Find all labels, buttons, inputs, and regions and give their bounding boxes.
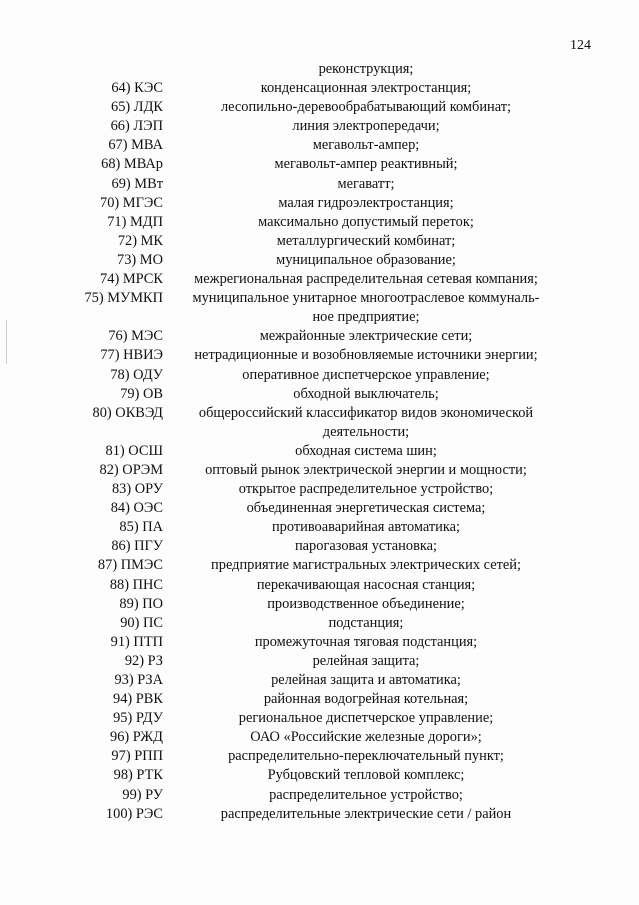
abbreviation: 64) КЭС <box>111 80 163 97</box>
list-item <box>0 213 639 232</box>
abbreviation: 70) МГЭС <box>100 194 163 211</box>
list-item <box>0 786 639 805</box>
list-item <box>0 614 639 633</box>
definition: обходной выключатель; <box>293 385 439 402</box>
list-item <box>0 766 639 785</box>
list-item <box>0 747 639 766</box>
definition: оптовый рынок электрической энергии и мощности; <box>205 461 527 478</box>
continuation-row <box>0 60 639 79</box>
abbreviation: 96) РЖД <box>110 729 163 746</box>
definition: объединенная энергетическая система; <box>246 500 486 517</box>
definition: оперативное диспетчерское управление; <box>242 366 490 383</box>
abbreviation: 82) ОРЭМ <box>99 461 163 478</box>
definition: лесопильно-деревообрабатывающий комбинат; <box>220 99 512 116</box>
list-item <box>0 709 639 728</box>
definition: перекачивающая насосная станция; <box>256 576 476 593</box>
list-item <box>0 251 639 270</box>
list-item <box>0 805 639 824</box>
list-item <box>0 442 639 461</box>
abbreviation: 65) ЛДК <box>111 99 163 116</box>
definition: противоаварийная автоматика; <box>271 519 461 536</box>
definition: открытое распределительное устройство; <box>238 481 494 498</box>
abbreviation-list <box>0 60 639 824</box>
abbreviation: 78) ОДУ <box>110 366 163 383</box>
list-item <box>0 232 639 251</box>
definition: релейная защита; <box>312 652 420 669</box>
list-item <box>0 270 639 289</box>
definition: мегавольт-ампер реактивный; <box>274 156 458 173</box>
definition: конденсационная электростанция; <box>260 80 472 97</box>
list-item <box>0 556 639 575</box>
list-item <box>0 136 639 155</box>
definition: межрайонные электрические сети; <box>259 328 473 345</box>
abbreviation: 80) ОКВЭД <box>92 404 163 421</box>
list-item <box>0 194 639 213</box>
list-item <box>0 671 639 690</box>
definition: максимально допустимый переток; <box>258 213 474 230</box>
abbreviation: 93) РЗА <box>114 672 163 688</box>
abbreviation: 90) ПС <box>120 614 163 631</box>
abbreviation: 94) РВК <box>113 691 163 708</box>
abbreviation: 74) МРСК <box>100 271 163 288</box>
list-item <box>0 79 639 98</box>
list-item <box>0 595 639 614</box>
definition: муниципальное унитарное многоотраслевое коммуналь-ное предприятие; <box>192 290 540 326</box>
abbreviation: 81) ОСШ <box>105 442 163 459</box>
abbreviation: 73) МО <box>117 251 163 268</box>
abbreviation: 97) РПП <box>111 748 163 765</box>
abbreviation: 76) МЭС <box>108 328 163 345</box>
list-item <box>0 346 639 365</box>
abbreviation: 91) ПТП <box>110 633 163 650</box>
abbreviation: 92) РЗ <box>124 652 163 669</box>
list-item <box>0 480 639 499</box>
definition: производственное объединение; <box>267 595 465 612</box>
definition: линия электропередачи; <box>292 118 440 135</box>
definition: распределительно-переключательный пункт; <box>228 748 504 765</box>
definition: обходная система шин; <box>295 442 437 459</box>
abbreviation: 89) ПО <box>119 595 163 612</box>
list-item <box>0 366 639 385</box>
definition: металлургический комбинат; <box>276 232 456 249</box>
list-item <box>0 327 639 346</box>
list-item <box>0 155 639 174</box>
abbreviation: 98) РТК <box>113 767 163 784</box>
list-item <box>0 652 639 671</box>
abbreviation: 69) МВт <box>111 175 163 192</box>
page-number: 124 <box>570 38 591 53</box>
definition: муниципальное образование; <box>276 251 456 268</box>
list-item <box>0 461 639 480</box>
list-item <box>0 518 639 537</box>
definition: нетрадиционные и возобновляемые источники энергии; <box>194 347 538 364</box>
abbreviation: 88) ПНС <box>109 576 163 593</box>
abbreviation: 87) ПМЭС <box>97 557 163 574</box>
abbreviation: 79) ОВ <box>120 385 163 402</box>
definition: межрегиональная распределительная сетевая компания; <box>194 271 538 288</box>
definition: мегаватт; <box>337 175 395 192</box>
list-item <box>0 289 639 327</box>
definition: мегавольт-ампер; <box>312 137 420 154</box>
definition: предприятие магистральных электрических сетей; <box>211 557 521 574</box>
abbreviation: 100) РЭС <box>105 805 163 822</box>
list-item <box>0 576 639 595</box>
list-item <box>0 728 639 747</box>
abbreviation: 66) ЛЭП <box>110 118 163 135</box>
abbreviation: 95) РДУ <box>113 710 163 727</box>
definition: общероссийский классификатор видов экономической деятельности; <box>198 404 534 440</box>
list-item <box>0 404 639 442</box>
list-item <box>0 633 639 652</box>
abbreviation: 86) ПГУ <box>111 538 163 555</box>
abbreviation: 85) ПА <box>119 519 163 536</box>
list-item <box>0 98 639 117</box>
abbreviation: 71) МДП <box>107 213 163 230</box>
definition: промежуточная тяговая подстанция; <box>254 633 478 650</box>
definition: парогазовая установка; <box>294 538 438 555</box>
abbreviation: 68) МВАр <box>101 156 163 173</box>
continuation-text: реконструкция; <box>318 61 414 77</box>
list-item <box>0 499 639 518</box>
list-item <box>0 690 639 709</box>
definition: релейная защита и автоматика; <box>271 672 461 688</box>
list-item <box>0 537 639 556</box>
definition: распределительные электрические сети / район <box>220 805 512 822</box>
abbreviation: 75) МУМКП <box>84 290 163 307</box>
list-item <box>0 117 639 136</box>
abbreviation: 77) НВИЭ <box>100 347 163 364</box>
definition: районная водогрейная котельная; <box>263 691 469 708</box>
abbreviation: 99) РУ <box>122 786 163 803</box>
abbreviation: 67) МВА <box>108 137 163 154</box>
abbreviation: 83) ОРУ <box>111 481 163 498</box>
definition: малая гидроэлектростанция; <box>278 194 454 211</box>
definition: Рубцовский тепловой комплекс; <box>267 767 465 784</box>
list-item <box>0 175 639 194</box>
list-item <box>0 385 639 404</box>
definition: распределительное устройство; <box>269 786 463 803</box>
abbreviation: 72) МК <box>117 232 163 249</box>
definition: региональное диспетчерское управление; <box>238 710 494 727</box>
abbreviation: 84) ОЭС <box>110 500 163 517</box>
definition: подстанция; <box>328 614 404 631</box>
definition: ОАО «Российские железные дороги»; <box>250 729 482 746</box>
